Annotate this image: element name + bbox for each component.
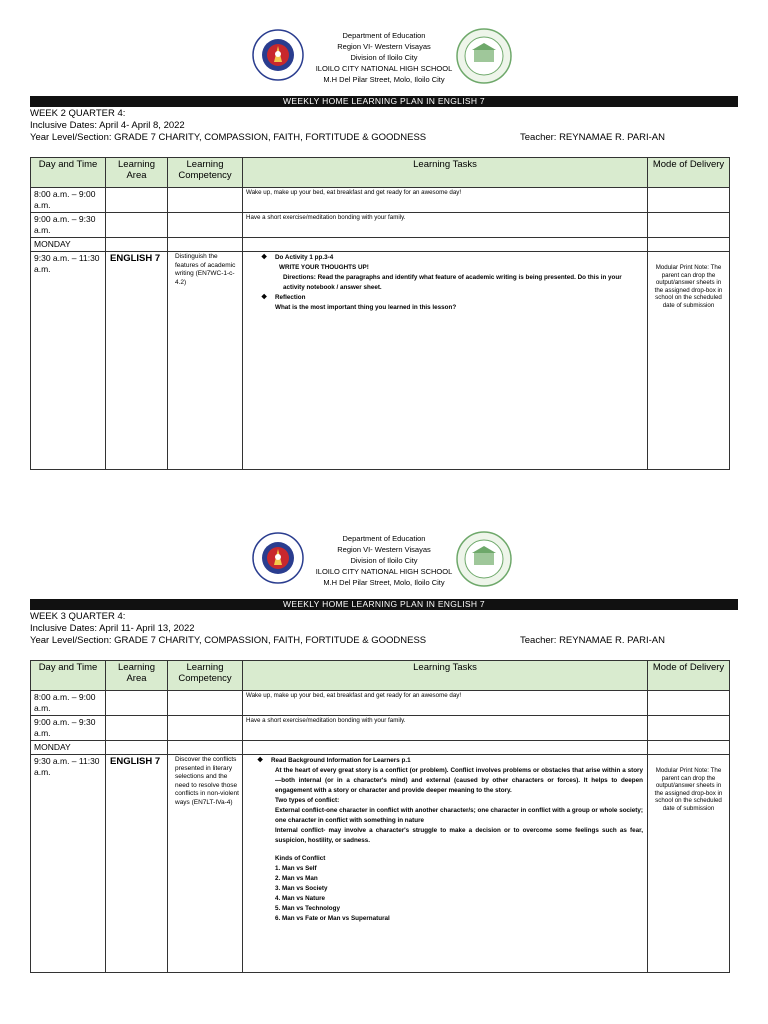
- task-cell: Have a short exercise/meditation bonding with your family.: [243, 716, 648, 741]
- learning-plan-table: [30, 157, 730, 470]
- plan-title-band: WEEKLY HOME LEARNING PLAN IN ENGLISH 7: [30, 599, 738, 610]
- week-label: WEEK 2 QUARTER 4:: [30, 108, 126, 119]
- deped-seal-icon: [252, 532, 304, 584]
- table-header-row: [31, 661, 730, 691]
- header-line-3: Division of Iloilo City: [350, 53, 418, 62]
- learning-area-cell: ENGLISH 7: [106, 252, 168, 470]
- types-title: Two types of conflict:: [275, 797, 340, 804]
- task-cell: Wake up, make up your bed, eat breakfast and get ready for an awesome day!: [243, 691, 648, 716]
- table-row: [31, 691, 730, 716]
- background-paragraph: At the heart of every great story is a conflict (or problem). Conflict involves problems or obstacles that arise within a story—both internal (or in a character's mind) and external (caused by other characters or forces). It helps to deepen engagement with a story or character and provide deeper meaning to the story.: [275, 767, 643, 794]
- list-item: 5. Man vs Technology: [275, 905, 340, 912]
- header-line-4: ILOILO CITY NATIONAL HIGH SCHOOL: [315, 64, 453, 73]
- col-header-learning-area: Learning Area: [106, 158, 168, 188]
- school-header: [0, 503, 768, 599]
- table-row: [31, 188, 730, 213]
- task-question: What is the most important thing you learned in this lesson?: [275, 304, 457, 311]
- task-cell: Have a short exercise/meditation bonding with your family.: [243, 213, 648, 238]
- time-cell: 8:00 a.m. – 9:00 a.m.: [31, 188, 106, 213]
- col-header-competency: Learning Competency: [168, 661, 243, 691]
- header-line-1: Department of Education: [342, 534, 426, 543]
- inclusive-dates: Inclusive Dates: April 4- April 8, 2022: [30, 120, 185, 131]
- task-heading: Do Activity 1 pp.3-4: [275, 254, 334, 261]
- time-cell: 9:00 a.m. – 9:30 a.m.: [31, 213, 106, 238]
- task-cell: Wake up, make up your bed, eat breakfast and get ready for an awesome day!: [243, 188, 648, 213]
- header-line-3: Division of Iloilo City: [350, 556, 418, 565]
- col-header-mode: Mode of Delivery: [648, 158, 730, 188]
- year-level-section: Year Level/Section: GRADE 7 CHARITY, COMPASSION, FAITH, FORTITUDE & GOODNESS: [30, 635, 427, 646]
- header-line-4: ILOILO CITY NATIONAL HIGH SCHOOL: [315, 567, 453, 576]
- task-directions: Directions: Read the paragraphs and identify what feature of academic writing is being presented. Do this in your activity notebook / answer sheet.: [283, 274, 622, 291]
- table-row: [31, 213, 730, 238]
- header-line-5: M.H Del Pilar Street, Molo, Iloilo City: [323, 75, 445, 84]
- header-line-1: Department of Education: [342, 31, 426, 40]
- competency-cell: Distinguish the features of academic writing (EN7WC-1-c-4.2): [168, 252, 243, 470]
- school-header-text: [300, 30, 468, 85]
- table-row: [31, 755, 730, 973]
- time-cell: 9:30 a.m. – 11:30 a.m.: [31, 252, 106, 470]
- table-row: [31, 238, 730, 252]
- learning-area-cell: ENGLISH 7: [106, 755, 168, 973]
- col-header-tasks: Learning Tasks: [243, 661, 648, 691]
- col-header-tasks: Learning Tasks: [243, 158, 648, 188]
- week-label: WEEK 3 QUARTER 4:: [30, 611, 126, 622]
- school-seal-icon: [456, 531, 512, 587]
- inclusive-dates: Inclusive Dates: April 11- April 13, 2022: [30, 623, 195, 634]
- learning-tasks-cell: [243, 252, 648, 470]
- col-header-day-time: Day and Time: [31, 661, 106, 691]
- table-row: [31, 741, 730, 755]
- header-line-5: M.H Del Pilar Street, Molo, Iloilo City: [323, 578, 445, 587]
- table-header-row: [31, 158, 730, 188]
- diamond-bullet-icon: ❖: [257, 757, 264, 764]
- col-header-competency: Learning Competency: [168, 158, 243, 188]
- deped-seal-icon: [252, 29, 304, 81]
- diamond-bullet-icon: ❖: [261, 254, 268, 261]
- learning-plan-table: [30, 660, 730, 973]
- day-cell: MONDAY: [31, 238, 106, 252]
- list-item: 1. Man vs Self: [275, 865, 317, 872]
- kinds-title: Kinds of Conflict: [275, 855, 326, 862]
- mode-of-delivery-cell: Modular Print Note: The parent can drop the output/answer sheets in the assigned drop-box in school on the scheduled date of submission: [648, 252, 730, 470]
- time-cell: 8:00 a.m. – 9:00 a.m.: [31, 691, 106, 716]
- table-row: [31, 252, 730, 470]
- school-seal-icon: [456, 28, 512, 84]
- task-heading: Reflection: [275, 294, 306, 301]
- col-header-day-time: Day and Time: [31, 158, 106, 188]
- plan-title-band: WEEKLY HOME LEARNING PLAN IN ENGLISH 7: [30, 96, 738, 107]
- external-conflict-text: External conflict-one character in conflict with another character/s; one character in conflict with a group or whole society; one character in conflict with something in nature: [275, 807, 643, 824]
- teacher-name: Teacher: REYNAMAE R. PARI-AN: [520, 132, 666, 143]
- time-cell: 9:00 a.m. – 9:30 a.m.: [31, 716, 106, 741]
- task-heading: Read Background Information for Learners p.1: [271, 757, 411, 764]
- competency-cell: Discover the conflicts presented in literary selections and the need to resolve those conflicts in non-violent ways (EN7LT-IVa-4): [168, 755, 243, 973]
- mode-of-delivery-cell: Modular Print Note: The parent can drop the output/answer sheets in the assigned drop-box in school on the scheduled date of submission: [648, 755, 730, 973]
- list-item: 3. Man vs Society: [275, 885, 328, 892]
- list-item: 6. Man vs Fate or Man vs Supernatural: [275, 915, 390, 922]
- task-subtitle: WRITE YOUR THOUGHTS UP!: [279, 264, 369, 271]
- header-line-2: Region VI- Western Visayas: [337, 42, 431, 51]
- year-level-section: Year Level/Section: GRADE 7 CHARITY, COMPASSION, FAITH, FORTITUDE & GOODNESS: [30, 132, 427, 143]
- teacher-name: Teacher: REYNAMAE R. PARI-AN: [520, 635, 666, 646]
- table-row: [31, 716, 730, 741]
- list-item: 2. Man vs Man: [275, 875, 318, 882]
- internal-conflict-text: Internal conflict- may involve a character's struggle to make a decision or to overcome some feelings such as fear, suspicion, hostility, or sadness.: [275, 827, 643, 844]
- learning-tasks-cell: [243, 755, 648, 973]
- col-header-learning-area: Learning Area: [106, 661, 168, 691]
- header-line-2: Region VI- Western Visayas: [337, 545, 431, 554]
- col-header-mode: Mode of Delivery: [648, 661, 730, 691]
- list-item: 4. Man vs Nature: [275, 895, 326, 902]
- day-cell: MONDAY: [31, 741, 106, 755]
- time-cell: 9:30 a.m. – 11:30 a.m.: [31, 755, 106, 973]
- diamond-bullet-icon: ❖: [261, 294, 268, 301]
- school-header-text: [300, 533, 468, 588]
- school-header: [0, 0, 768, 96]
